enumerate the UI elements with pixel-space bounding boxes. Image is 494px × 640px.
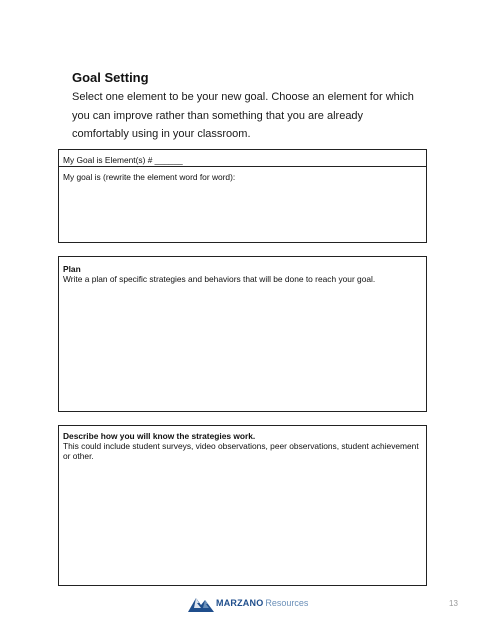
goal-element-row[interactable] [58,149,427,167]
goal-statement-label: My goal is (rewrite the element word for word): [63,172,236,182]
plan-box[interactable] [58,256,427,412]
intro-paragraph: Select one element to be your new goal. Choose an element for which you can improve rather than something that you are already comfortably using in your classroom. [72,91,414,140]
logo-sub-text: Resources [265,598,309,608]
plan-title: Plan [63,264,81,274]
logo-brand-text: MARZANO [216,598,264,608]
footer-logo [188,594,308,612]
goal-element-label: My Goal is Element(s) # ______ [63,155,183,165]
page-number: 13 [449,599,458,608]
describe-title: Describe how you will know the strategies work. [63,431,256,441]
page-title: Goal Setting [72,70,149,85]
goal-statement-box[interactable] [58,166,427,243]
mountain-logo-icon [188,594,214,612]
plan-description: Write a plan of specific strategies and behaviors that will be done to reach your goal. [63,274,376,284]
describe-description: This could include student surveys, video observations, peer observations, student achievement or other. [63,441,419,461]
describe-box[interactable] [58,425,427,586]
